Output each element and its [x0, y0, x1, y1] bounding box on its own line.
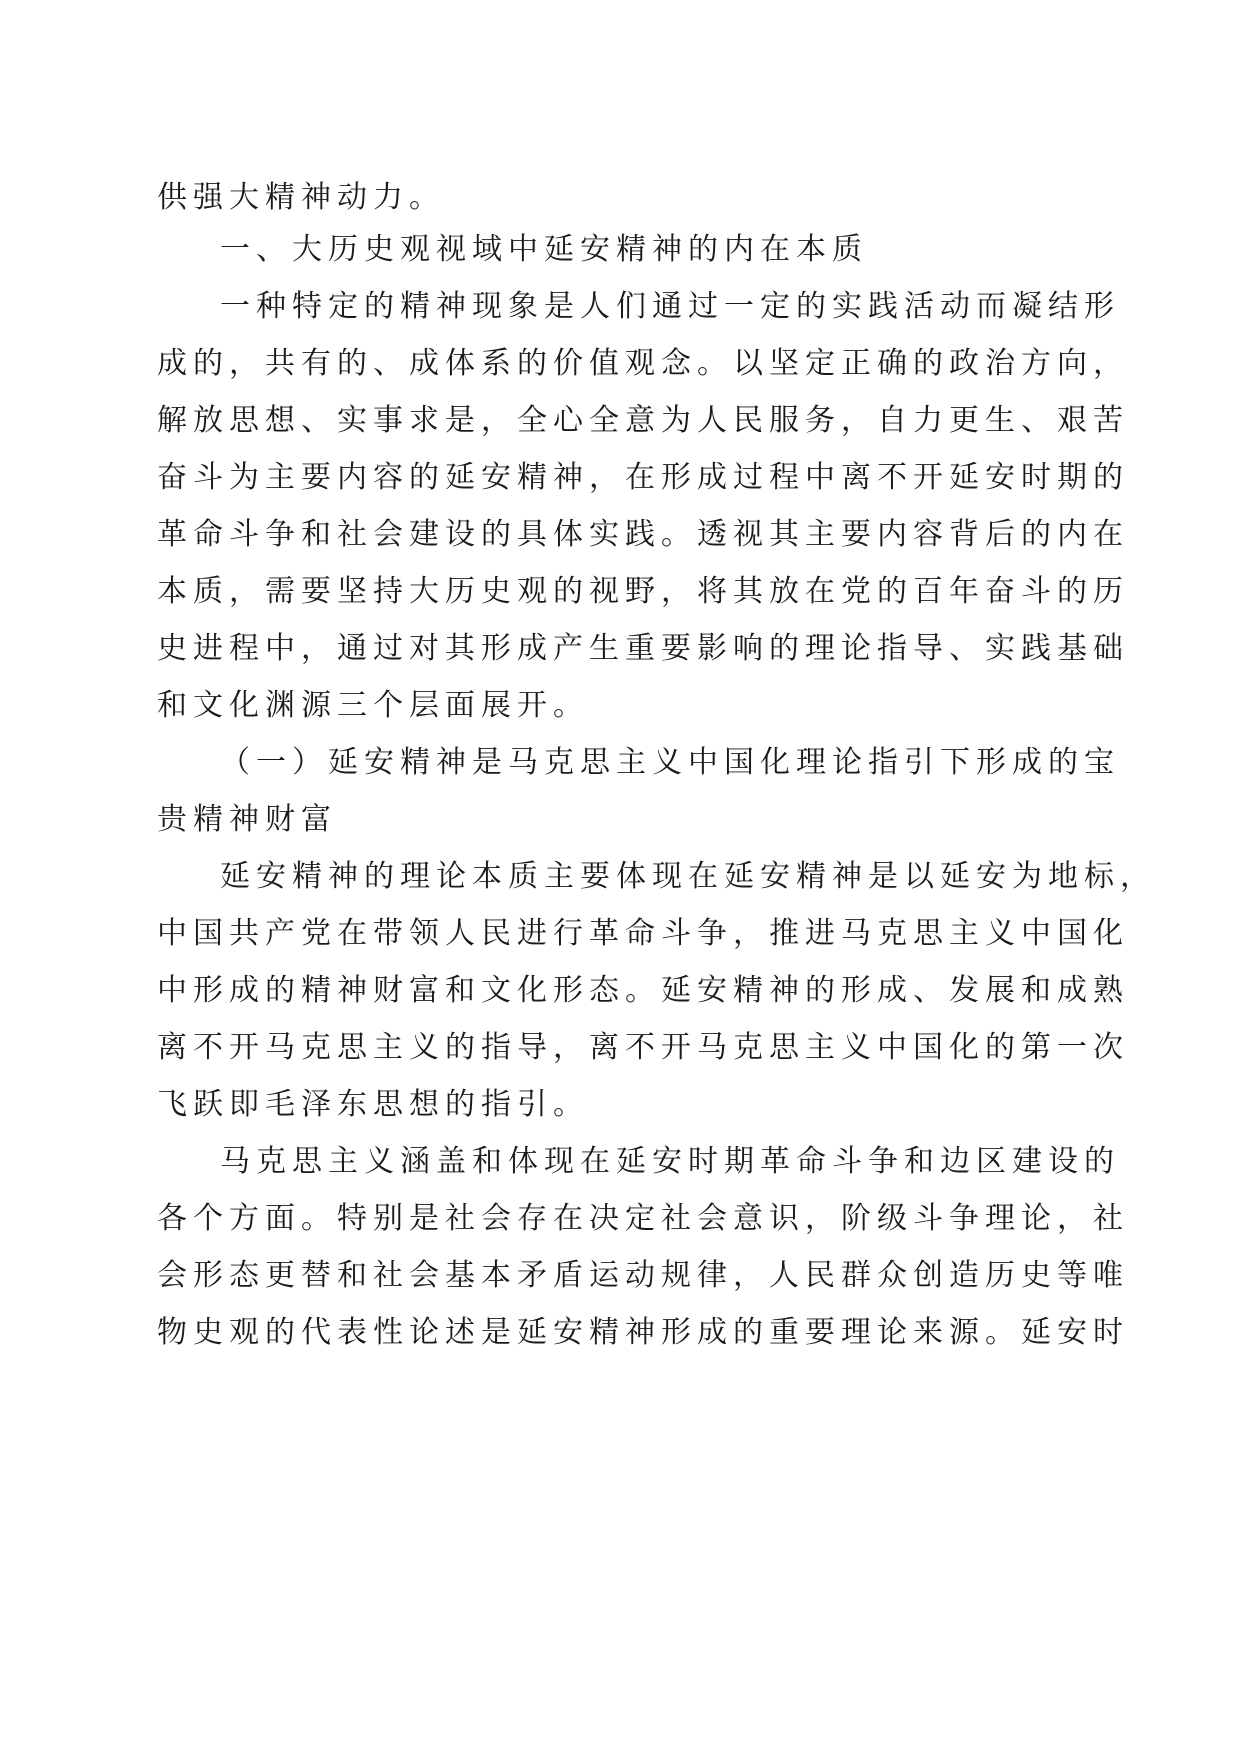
paragraph-line: 供强大精神动力。: [157, 180, 445, 215]
paragraph-line: 革命斗争和社会建设的具体实践。透视其主要内容背后的内在: [157, 517, 1129, 552]
paragraph-line: 飞跃即毛泽东思想的指引。: [157, 1087, 589, 1122]
paragraph-line: 马克思主义涵盖和体现在延安时期革命斗争和边区建设的: [220, 1144, 1120, 1179]
paragraph-line: 和文化渊源三个层面展开。: [157, 688, 589, 723]
paragraph-line: 奋斗为主要内容的延安精神，在形成过程中离不开延安时期的: [157, 460, 1129, 495]
paragraph-line: 解放思想、实事求是，全心全意为人民服务，自力更生、艰苦: [157, 403, 1129, 438]
paragraph-line: 史进程中，通过对其形成产生重要影响的理论指导、实践基础: [157, 631, 1129, 666]
paragraph-line: 物史观的代表性论述是延安精神形成的重要理论来源。延安时: [157, 1315, 1129, 1350]
subsection-heading: （一）延安精神是马克思主义中国化理论指引下形成的宝: [220, 745, 1120, 780]
paragraph-line: 一种特定的精神现象是人们通过一定的实践活动而凝结形: [220, 289, 1120, 324]
section-heading: 一、大历史观视域中延安精神的内在本质: [220, 232, 868, 267]
paragraph-line: 各个方面。特别是社会存在决定社会意识，阶级斗争理论，社: [157, 1201, 1129, 1236]
subsection-heading: 贵精神财富: [157, 802, 337, 837]
paragraph-line: 本质，需要坚持大历史观的视野，将其放在党的百年奋斗的历: [157, 574, 1129, 609]
paragraph-line: 中国共产党在带领人民进行革命斗争，推进马克思主义中国化: [157, 916, 1129, 951]
paragraph-line: 延安精神的理论本质主要体现在延安精神是以延安为地标，: [220, 859, 1156, 894]
paragraph-line: 中形成的精神财富和文化形态。延安精神的形成、发展和成熟: [157, 973, 1129, 1008]
paragraph-line: 会形态更替和社会基本矛盾运动规律，人民群众创造历史等唯: [157, 1258, 1129, 1293]
paragraph-line: 离不开马克思主义的指导，离不开马克思主义中国化的第一次: [157, 1030, 1129, 1065]
paragraph-line: 成的，共有的、成体系的价值观念。以坚定正确的政治方向，: [157, 346, 1129, 381]
